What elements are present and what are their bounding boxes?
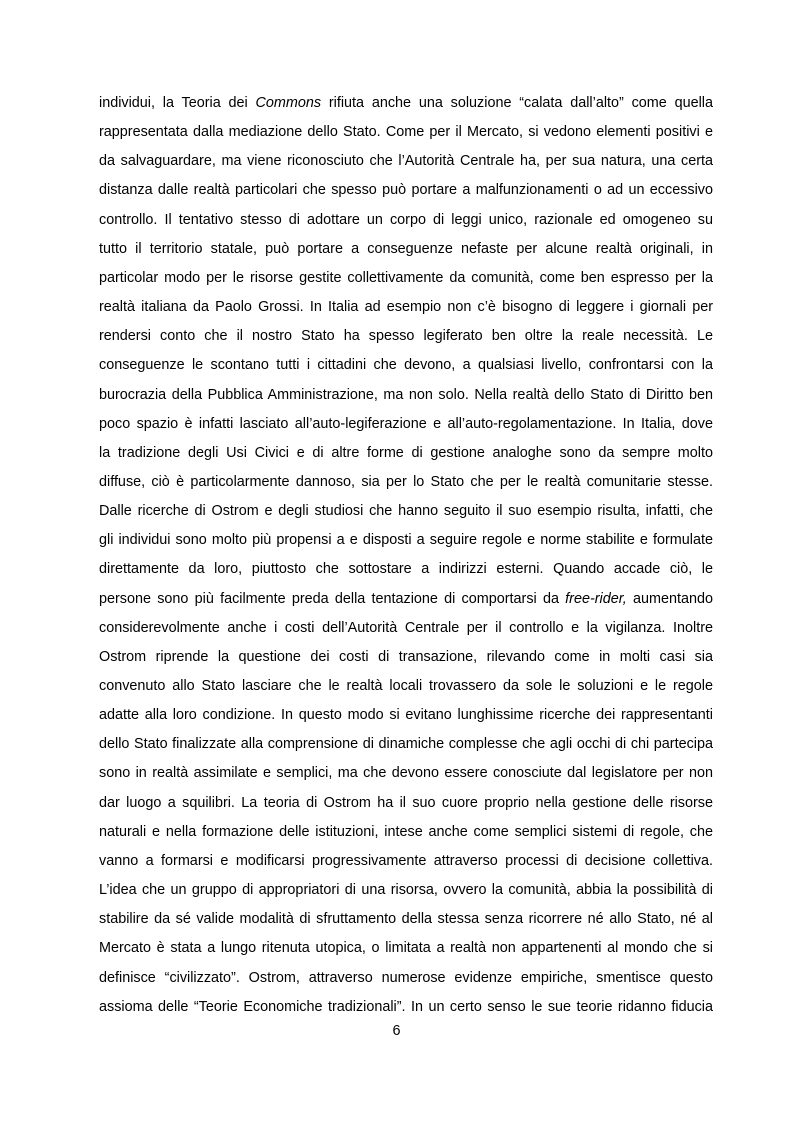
- text-line: [99, 730, 713, 759]
- text-run: rifiuta anche una soluzione “calata dall’alto” come quella: [321, 95, 713, 111]
- text-run: sono in realtà assimilate e semplici, ma che devono essere conosciute dal legislatore per non: [99, 765, 713, 782]
- text-run: la tradizione degli Usi Civici e di altre forme di gestione analoghe sono da sempre molto: [99, 444, 713, 461]
- page-number: 6: [392, 1023, 401, 1039]
- text-line: [99, 818, 713, 847]
- text-line: [99, 147, 713, 176]
- text-line: [99, 118, 713, 147]
- text-line: [99, 206, 713, 235]
- italic-term: Commons: [255, 95, 322, 111]
- text-run: direttamente da loro, piuttosto che sottostare a indirizzi esterni. Quando accade ciò, le: [99, 561, 713, 578]
- text-run: stabilire da sé valide modalità di sfruttamento della stessa senza ricorrere né allo Stato, né al: [99, 911, 713, 928]
- text-line: [99, 526, 713, 555]
- text-run: dello Stato finalizzate alla comprensione di dinamiche complesse che agli occhi di chi partecipa: [99, 736, 713, 753]
- text-run: considerevolmente anche i costi dell’Autorità Centrale per il controllo e la vigilanza. Inoltre: [99, 619, 713, 636]
- text-run: diffuse, ciò è particolarmente dannoso, sia per lo Stato che per le realtà comunitarie stesse.: [99, 473, 713, 490]
- text-run: distanza dalle realtà particolari che spesso può portare a malfunzionamenti o ad un eccessivo: [99, 182, 713, 199]
- text-line: [99, 381, 713, 410]
- text-run: definisce “civilizzato”. Ostrom, attraverso numerose evidenze empiriche, smentisce questo: [99, 969, 713, 986]
- text-line: [99, 759, 713, 788]
- text-line: [99, 293, 713, 322]
- text-run: persone sono più facilmente preda della tentazione di comportarsi da: [99, 590, 566, 607]
- text-line: [99, 497, 713, 526]
- text-line: [99, 439, 713, 468]
- text-run: Ostrom riprende la questione dei costi di transazione, rilevando come in molti casi sia: [99, 648, 713, 665]
- text-line: [99, 89, 713, 118]
- text-run: realtà italiana da Paolo Grossi. In Italia ad esempio non c’è bisogno di leggere i giornali per: [99, 299, 713, 316]
- text-line: [99, 351, 713, 380]
- text-run: Mercato è stata a lungo ritenuta utopica, o limitata a realtà non appartenenti al mondo che si: [99, 940, 713, 957]
- text-line: [99, 468, 713, 497]
- text-run: L’idea che un gruppo di appropriatori di una risorsa, ovvero la comunità, abbia la possibilità di: [99, 882, 713, 899]
- text-line: [99, 964, 713, 993]
- text-run: controllo. Il tentativo stesso di adottare un corpo di leggi unico, razionale ed omogeneo su: [99, 211, 713, 228]
- text-run: vanno a formarsi e modificarsi progressivamente attraverso processi di decisione collettiva.: [99, 852, 713, 869]
- text-run: Dalle ricerche di Ostrom e degli studiosi che hanno seguito il suo esempio risulta, infatti, che: [99, 503, 713, 520]
- text-run: adatte alla loro condizione. In questo modo si evitano lunghissime ricerche dei rappresentanti: [99, 707, 713, 724]
- text-line: [99, 876, 713, 905]
- text-run: rappresentata dalla mediazione dello Stato. Come per il Mercato, si vedono elementi positivi e: [99, 124, 713, 141]
- text-run: assioma delle “Teorie Economiche tradizionali”. In un certo senso le sue teorie ridanno fiducia: [99, 998, 713, 1015]
- text-line: [99, 789, 713, 818]
- text-run: gli individui sono molto più propensi a e disposti a seguire regole e norme stabilite e formulate: [99, 532, 713, 549]
- text-line: [99, 555, 713, 584]
- text-run: da salvaguardare, ma viene riconosciuto che l’Autorità Centrale ha, per sua natura, una certa: [99, 153, 713, 170]
- text-line: [99, 264, 713, 293]
- text-line: [99, 847, 713, 876]
- text-line: [99, 585, 713, 614]
- italic-term: free-rider,: [565, 590, 627, 607]
- text-line: [99, 934, 713, 963]
- text-run: dar luogo a squilibri. La teoria di Ostrom ha il suo cuore proprio nella gestione delle risorse: [99, 794, 713, 811]
- text-run: aumentando: [626, 590, 713, 607]
- text-line: [99, 701, 713, 730]
- text-line: [99, 614, 713, 643]
- text-run: naturali e nella formazione delle istituzioni, intese anche come semplici sistemi di regole, che: [99, 823, 713, 840]
- text-run: rendersi conto che il nostro Stato ha spesso legiferato ben oltre la reale necessità. Le: [99, 328, 713, 345]
- text-run: conseguenze le scontano tutti i cittadini che devono, a qualsiasi livello, confrontarsi con la: [99, 357, 713, 374]
- text-line: [99, 672, 713, 701]
- text-line: [99, 410, 713, 439]
- text-run: individui, la Teoria dei: [99, 95, 256, 111]
- text-line: [99, 322, 713, 351]
- text-line: [99, 235, 713, 264]
- text-run: burocrazia della Pubblica Amministrazione, ma non solo. Nella realtà dello Stato di Diritto ben: [99, 386, 713, 403]
- text-line: [99, 993, 713, 1022]
- text-run: particolar modo per le risorse gestite collettivamente da comunità, come ben espresso per la: [99, 269, 713, 286]
- text-run: poco spazio è infatti lasciato all’auto-legiferazione e all’auto-regolamentazione. In Italia, dove: [99, 415, 713, 432]
- text-run: convenuto allo Stato lasciare che le realtà locali trovassero da sole le soluzioni e le regole: [99, 678, 713, 694]
- text-line: [99, 176, 713, 205]
- text-line: [99, 643, 713, 672]
- text-run: tutto il territorio statale, può portare a conseguenze nefaste per alcune realtà originali, in: [99, 240, 713, 257]
- text-line: [99, 905, 713, 934]
